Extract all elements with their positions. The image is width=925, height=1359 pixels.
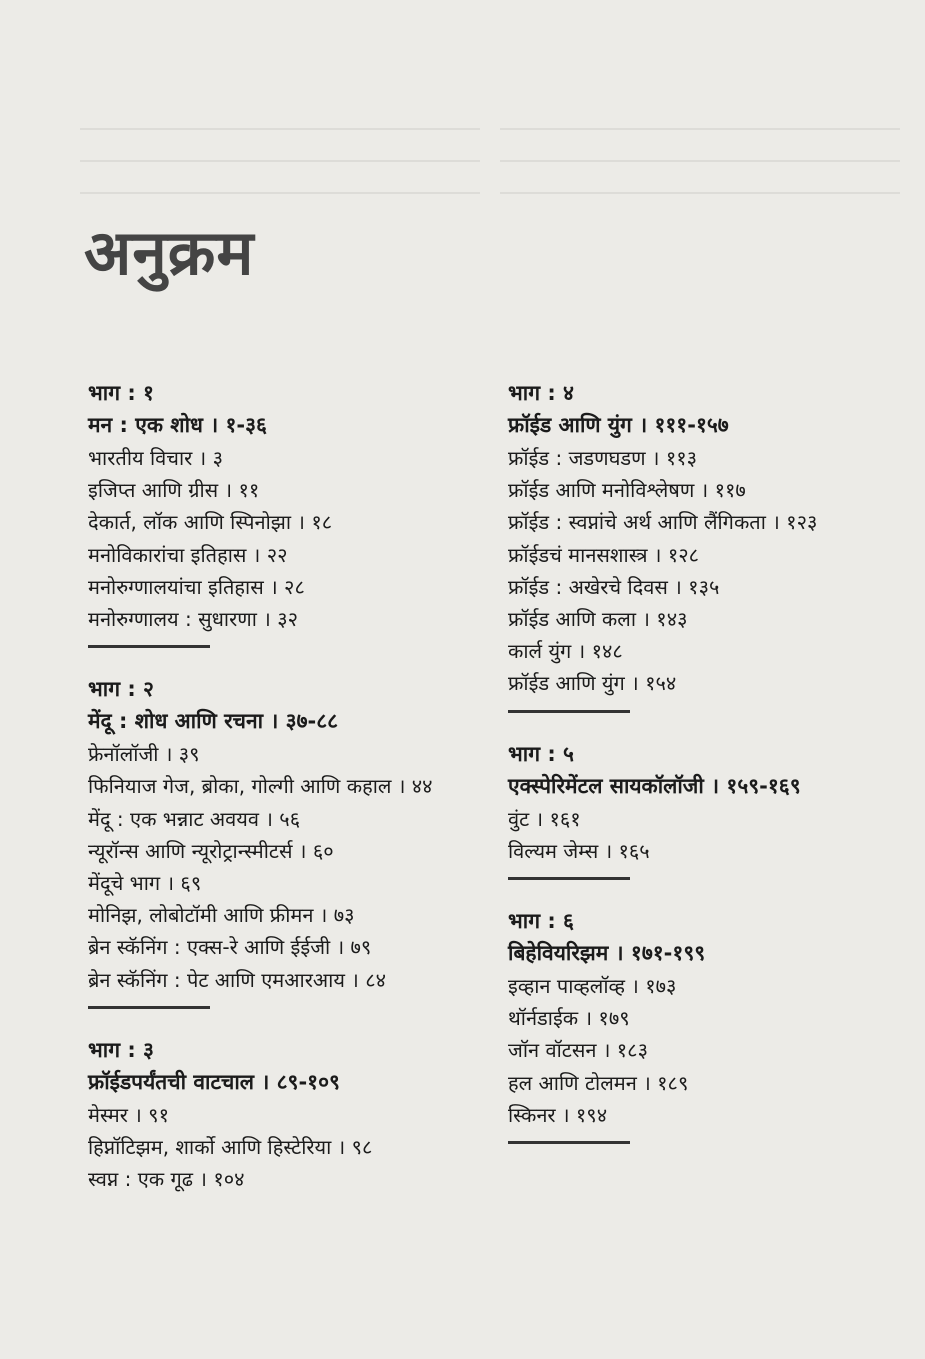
toc-entry: इजिप्त आणि ग्रीस । ११: [88, 478, 260, 503]
toc-entry: फ्रॉईड : जडणघडण । ११३: [508, 446, 698, 470]
toc-entry: इव्हान पाव्हलॉव्ह । १७३: [508, 974, 677, 999]
page-title: अनुक्रम: [84, 216, 255, 289]
toc-entry: फ्रॉईड : अखेरचे दिवस । १३५: [508, 574, 720, 599]
part-title: बिहेवियरिझम । १७१-१९९: [508, 941, 706, 966]
part-title: फ्रॉईडपर्यंतची वाटचाल । ८९-१०९: [88, 1069, 340, 1094]
toc-entry: फिनियाज गेज, ब्रोका, गोल्गी आणि कहाल । ४४: [88, 774, 433, 799]
toc-entry: स्किनर । १९४: [508, 1102, 608, 1127]
toc-entry: फ्रॉईड आणि कला । १४३: [508, 607, 688, 632]
part-label: भाग : ४: [508, 381, 574, 405]
bleed-through-line: [500, 192, 900, 194]
part-4: [508, 378, 918, 713]
right-column: [508, 378, 918, 1170]
toc-entry: ब्रेन स्कॅनिंग : पेट आणि एमआरआय । ८४: [88, 967, 387, 992]
bleed-through-line: [500, 128, 900, 130]
section-divider: [88, 645, 210, 648]
toc-entry: मेंदूचे भाग । ६९: [88, 871, 202, 896]
part-1: [88, 378, 488, 648]
left-column: [88, 378, 488, 1221]
part-title: मन : एक शोध । १-३६: [88, 413, 267, 437]
toc-entry: थॉर्नडाईक । १७९: [508, 1006, 630, 1031]
section-divider: [88, 1006, 210, 1009]
toc-entry: वुंट । १६१: [508, 806, 581, 831]
toc-entry: फ्रॉईड आणि युंग । १५४: [508, 671, 677, 696]
toc-entry: देकार्त, लॉक आणि स्पिनोझा । १८: [88, 510, 333, 535]
toc-entry: न्यूरॉन्स आणि न्यूरोट्रान्स्मीटर्स । ६०: [88, 838, 334, 863]
part-label: भाग : ३: [88, 1037, 154, 1062]
toc-entry: ब्रेन स्कॅनिंग : एक्स-रे आणि ईईजी । ७९: [88, 935, 372, 960]
section-divider: [508, 877, 630, 880]
bleed-through-line: [80, 128, 480, 130]
section-divider: [508, 1141, 630, 1144]
toc-entry: भारतीय विचार । ३: [88, 446, 224, 470]
toc-entry: मेंदू : एक भन्नाट अवयव । ५६: [88, 806, 301, 831]
bleed-through-line: [80, 160, 480, 162]
part-title: मेंदू : शोध आणि रचना । ३७-८८: [88, 709, 339, 734]
toc-entry: कार्ल युंग । १४८: [508, 639, 623, 664]
toc-entry: जॉन वॉटसन । १८३: [508, 1038, 648, 1063]
bleed-through-line: [80, 192, 480, 194]
section-divider: [508, 710, 630, 713]
toc-entry: फ्रॉईड आणि मनोविश्लेषण । ११७: [508, 478, 746, 503]
toc-entry: हिप्नॉटिझम, शार्को आणि हिस्टेरिया । ९८: [88, 1135, 373, 1160]
toc-entry: फ्रॉईड : स्वप्नांचे अर्थ आणि लैंगिकता । १२३: [508, 510, 818, 535]
toc-entry: मनोविकारांचा इतिहास । २२: [88, 542, 288, 567]
toc-entry: मेस्मर । ९१: [88, 1102, 169, 1127]
part-label: भाग : २: [88, 677, 154, 702]
part-label: भाग : ६: [508, 909, 574, 934]
toc-entry: मनोरुग्णालयांचा इतिहास । २८: [88, 574, 305, 599]
toc-entry: स्वप्न : एक गूढ । १०४: [88, 1167, 245, 1192]
toc-entry: फ्रॉईडचं मानसशास्त्र । १२८: [508, 542, 700, 567]
part-3: [88, 1035, 488, 1196]
part-label: भाग : ५: [508, 741, 574, 766]
part-6: [508, 906, 918, 1144]
toc-entry: विल्यम जेम्स । १६५: [508, 838, 650, 863]
bleed-through-line: [500, 160, 900, 162]
part-label: भाग : १: [88, 381, 154, 405]
toc-entry: मनोरुग्णालय : सुधारणा । ३२: [88, 607, 298, 632]
toc-entry: फ्रेनॉलॉजी । ३९: [88, 742, 200, 767]
part-2: [88, 674, 488, 1009]
toc-entry: हल आणि टोलमन । १८९: [508, 1070, 689, 1095]
part-title: एक्स्पेरिमेंटल सायकॉलॉजी । १५९-१६९: [508, 773, 801, 798]
part-5: [508, 739, 918, 880]
part-title: फ्रॉईड आणि युंग । १११-१५७: [508, 413, 729, 437]
toc-entry: मोनिझ, लोबोटॉमी आणि फ्रीमन । ७३: [88, 903, 355, 928]
